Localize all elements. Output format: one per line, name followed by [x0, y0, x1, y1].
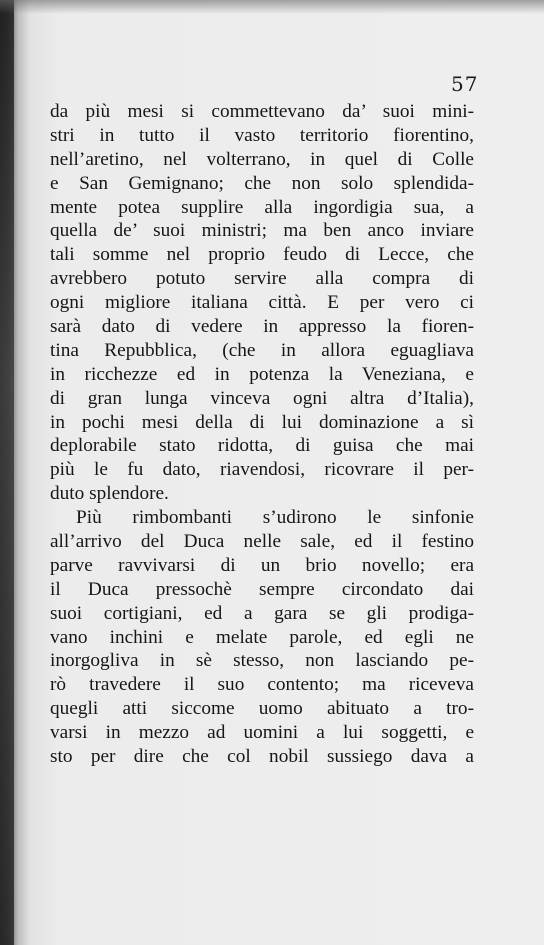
text-line: mente potea supplire alla ingordigia sua, a [50, 196, 474, 218]
text-line: stri in tutto il vasto territorio fiorentino, [50, 124, 474, 146]
text-line: quella de’ suoi ministri; ma ben anco inviare [50, 220, 474, 242]
text-line: nell’aretino, nel volterrano, in quel di Colle [50, 148, 474, 170]
text-line: sto per dire che col nobil sussiego dava a [50, 746, 474, 768]
text-line: più le fu dato, riavendosi, ricovrare il per- [50, 459, 474, 481]
text-line: in ricchezze ed in potenza la Veneziana, e [50, 363, 474, 385]
text-line: Più rimbombanti s’udirono le sinfonie [76, 507, 474, 529]
text-line: vano inchini e melate parole, ed egli ne [50, 626, 474, 648]
text-line: e San Gemignano; che non solo splendida- [50, 172, 474, 194]
text-line: ogni migliore italiana città. E per vero ci [50, 292, 474, 314]
text-line: di gran lunga vinceva ogni altra d’Italia), [50, 387, 474, 409]
book-spine-shadow [0, 0, 14, 945]
body-text [50, 100, 474, 769]
text-line: deplorabile stato ridotta, di guisa che mai [50, 435, 474, 457]
text-line: suoi cortigiani, ed a gara se gli prodiga- [50, 602, 474, 624]
page-top-shadow [0, 0, 544, 14]
text-line: duto splendore. [50, 483, 169, 505]
text-line: il Duca pressochè sempre circondato dai [50, 578, 474, 600]
text-line: quegli atti siccome uomo abituato a tro- [50, 698, 474, 720]
text-line: da più mesi si commettevano da’ suoi mini- [50, 101, 474, 122]
text-line: varsi in mezzo ad uomini a lui soggetti, e [50, 722, 474, 744]
text-line: inorgogliva in sè stesso, non lasciando pe- [50, 650, 474, 672]
text-line: tali somme nel proprio feudo di Lecce, che [50, 244, 474, 266]
text-line: all’arrivo del Duca nelle sale, ed il festino [50, 531, 474, 553]
page-number: 57 [451, 72, 479, 96]
text-line: rò travedere il suo contento; ma riceveva [50, 674, 474, 696]
text-line: tina Repubblica, (che in allora eguagliava [50, 339, 474, 361]
text-line: avrebbero potuto servire alla compra di [50, 268, 474, 290]
text-line: in pochi mesi della di lui dominazione a sì [50, 411, 474, 433]
text-line: sarà dato di vedere in appresso la fioren- [50, 316, 474, 338]
text-line: parve ravvivarsi di un brio novello; era [50, 554, 474, 576]
